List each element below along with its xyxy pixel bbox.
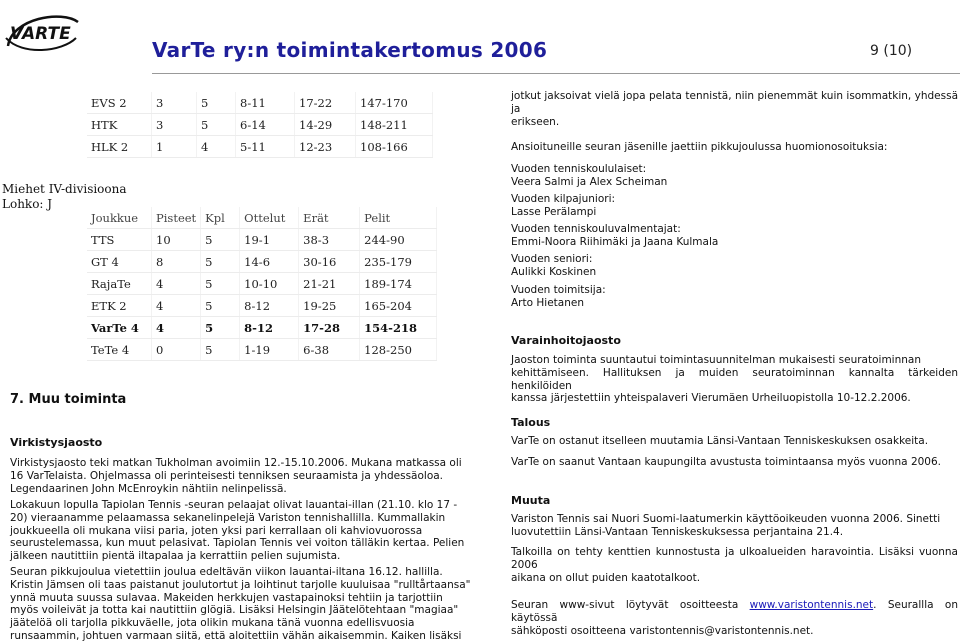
header-divider xyxy=(152,73,960,74)
paragraph-website xyxy=(511,599,958,637)
award-names: Lasse Perälampi xyxy=(511,205,597,218)
text-line: jäätelöä oli tarjolla pikkuväelle, jota olikin mukana tänä vuonna edellisvuosia xyxy=(10,617,415,630)
page-number: 9 (10) xyxy=(870,43,913,59)
section-heading-muu-toiminta: 7. Muu toiminta xyxy=(10,392,127,407)
count-cell: 4 xyxy=(197,136,236,158)
text-line: Variston Tennis sai Nuori Suomi-laatumerkin käyttöoikeuden vuonna 2006. Sinetti xyxy=(511,513,941,525)
award-names: Emmi-Noora Riihimäki ja Jaana Kulmala xyxy=(511,235,719,248)
matches-cell: 8-12 xyxy=(240,295,299,317)
logo-text: VARTE xyxy=(10,24,71,44)
header-count: Kpl xyxy=(201,207,240,229)
paragraph-virkistys-1 xyxy=(10,457,478,495)
team-cell: ETK 2 xyxy=(87,295,152,317)
table-row xyxy=(87,295,437,317)
paragraph-talous-2: VarTe on saanut Vantaan kaupungilta avustusta toimintaansa myös vuonna 2006. xyxy=(511,456,942,468)
matches-cell: 1-19 xyxy=(240,339,299,361)
award-names: Aulikki Koskinen xyxy=(511,265,597,278)
team-cell: RajaTe xyxy=(87,273,152,295)
matches-cell: 19-1 xyxy=(240,229,299,251)
award-tenniskoululaiset xyxy=(511,163,958,189)
team-cell: GT 4 xyxy=(87,251,152,273)
games-cell: 189-174 xyxy=(360,273,437,295)
count-cell: 5 xyxy=(201,339,240,361)
count-cell: 5 xyxy=(201,295,240,317)
count-cell: 5 xyxy=(197,114,236,136)
team-cell: EVS 2 xyxy=(87,92,152,114)
text-line: Seuran pikkujoulua vietettiin joulua edeltävän viikon lauantai-iltana 16.12. hallilla. xyxy=(10,566,443,578)
paragraph-muuta-1 xyxy=(511,513,958,539)
sets-cell: 17-22 xyxy=(295,92,356,114)
table-row xyxy=(87,339,437,361)
text-line: seurustelemassa, kun muut pelasivat. Tapiolan Tennis vei voiton tälläkin kertaa. Pelien xyxy=(10,537,465,550)
matches-cell: 14-6 xyxy=(240,251,299,273)
sets-cell: 17-28 xyxy=(299,317,360,339)
website-post-text: . Seurallla on käytössä xyxy=(511,599,958,624)
points-cell: 0 xyxy=(152,339,201,361)
text-line xyxy=(511,599,958,625)
text-line: Lokakuun lopulla Tapiolan Tennis -seuran pelaajat olivat lauantai-illan (21.10. klo 17 - xyxy=(10,499,458,511)
sets-cell: 12-23 xyxy=(295,136,356,158)
text-line: kehittämiseen. Hallituksen ja muiden seuratoiminnan kannalta tärkeiden henkilöiden xyxy=(511,366,958,392)
award-title: Vuoden tenniskouluvalmentajat: xyxy=(511,223,681,235)
header-team: Joukkue xyxy=(87,207,152,229)
sets-cell: 30-16 xyxy=(299,251,360,273)
award-names: Arto Hietanen xyxy=(511,296,584,309)
results-table-top xyxy=(87,92,433,158)
count-cell: 5 xyxy=(197,92,236,114)
text-line: Kristin Jämsen oli taas paistanut joulutortut ja loihtinut tarjolle kuuluisaa "rulltårtaansa" xyxy=(10,578,471,591)
sets-cell: 21-21 xyxy=(299,273,360,295)
header-points: Pisteet xyxy=(152,207,201,229)
games-cell: 148-211 xyxy=(356,114,433,136)
header-matches: Ottelut xyxy=(240,207,299,229)
matches-cell: 10-10 xyxy=(240,273,299,295)
paragraph-talous-1: VarTe on ostanut itselleen muutamia Länsi-Vantaan Tenniskeskuksen osakkeita. xyxy=(511,435,929,447)
sets-cell: 6-38 xyxy=(299,339,360,361)
text-line: joukkueella oli mukana viisi paria, joten yksi pari kerrallaan oli kahviovuorossa xyxy=(10,524,423,537)
website-pre-text: Seuran www-sivut löytyvät osoitteesta xyxy=(511,599,750,611)
points-cell: 10 xyxy=(152,229,201,251)
award-title: Vuoden kilpajuniori: xyxy=(511,193,616,205)
text-line: aikana on ollut puiden kaatotalkoot. xyxy=(511,571,701,584)
document-title: VarTe ry:n toimintakertomus 2006 xyxy=(152,38,548,62)
division-sublabel: Lohko: J xyxy=(2,197,53,211)
header-games: Pelit xyxy=(360,207,437,229)
table-row xyxy=(87,229,437,251)
paragraph-virkistys-2 xyxy=(10,499,478,563)
award-title: Vuoden seniori: xyxy=(511,253,593,265)
matches-cell: 6-14 xyxy=(236,114,295,136)
games-cell: 128-250 xyxy=(360,339,437,361)
text-line: Jaoston toiminta suuntautui toimintasuunnitelman mukaisesti seuratoiminnan xyxy=(511,354,921,366)
games-cell: 108-166 xyxy=(356,136,433,158)
points-cell: 4 xyxy=(152,273,201,295)
award-title: Vuoden tenniskoululaiset: xyxy=(511,163,647,175)
heading-muuta: Muuta xyxy=(511,494,551,507)
games-cell: 235-179 xyxy=(360,251,437,273)
team-cell: VarTe 4 xyxy=(87,317,152,339)
matches-cell: 8-12 xyxy=(240,317,299,339)
award-toimitsija xyxy=(511,284,958,310)
text-line: 16 VarTelaista. Ohjelmassa oli perinteisesti tenniksen seuraamista ja yhdessäoloa. xyxy=(10,469,444,482)
text-line: Virkistysjaosto teki matkan Tukholman avoimiin 12.-15.10.2006. Mukana matkassa oli xyxy=(10,457,462,469)
text-line: myös voileivät ja totta kai nautittiin glögiä. Lisäksi Helsingin Jäätelötehtaan "magiaa" xyxy=(10,604,459,617)
header-sets: Erät xyxy=(299,207,360,229)
table-row-highlighted xyxy=(87,317,437,339)
points-cell: 4 xyxy=(152,317,201,339)
paragraph-varainhoito xyxy=(511,354,958,405)
award-names: Veera Salmi ja Alex Scheiman xyxy=(511,175,668,188)
count-cell: 5 xyxy=(201,317,240,339)
points-cell: 1 xyxy=(152,136,197,158)
count-cell: 5 xyxy=(201,251,240,273)
division-label: Miehet IV-divisioona xyxy=(2,182,127,196)
team-cell: TeTe 4 xyxy=(87,339,152,361)
text-line: Legendaarinen John McEnroykin nähtiin nelinpelissä. xyxy=(10,482,287,495)
games-cell: 147-170 xyxy=(356,92,433,114)
text-line: jotkut jaksoivat vielä jopa pelata tennistä, niin pienemmät kuin isommatkin, yhdessä ja xyxy=(511,90,958,115)
table-row xyxy=(87,136,433,158)
heading-varainhoitojaosto: Varainhoitojaosto xyxy=(511,334,621,347)
sets-cell: 19-25 xyxy=(299,295,360,317)
award-kilpajuniori xyxy=(511,193,958,219)
website-link[interactable]: www.varistontennis.net xyxy=(749,599,874,611)
matches-cell: 5-11 xyxy=(236,136,295,158)
text-line: erikseen. xyxy=(511,115,560,128)
heading-virkistysjaosto: Virkistysjaosto xyxy=(10,436,103,449)
table-row xyxy=(87,273,437,295)
text-line: ynnä muuta suussa sulavaa. Makeiden herkkujen vastapainoksi tehtiin ja tarjottiin xyxy=(10,591,443,604)
matches-cell: 8-11 xyxy=(236,92,295,114)
text-line: runsaammin, johtuen varmaan siitä, että aloitettiin vähän aikaisemmin. Kaiken lisäksi xyxy=(10,629,462,642)
games-cell: 154-218 xyxy=(360,317,437,339)
results-table xyxy=(87,207,437,361)
count-cell: 5 xyxy=(201,273,240,295)
text-line: luovutettiin Länsi-Vantaan Tenniskeskuksessa perjantaina 21.4. xyxy=(511,525,844,538)
paragraph-virkistys-3 xyxy=(10,566,478,643)
team-cell: TTS xyxy=(87,229,152,251)
table-header-row xyxy=(87,207,437,229)
paragraph-muuta-2 xyxy=(511,546,958,584)
table-row xyxy=(87,92,433,114)
count-cell: 5 xyxy=(201,229,240,251)
table-row xyxy=(87,251,437,273)
points-cell: 4 xyxy=(152,295,201,317)
games-cell: 165-204 xyxy=(360,295,437,317)
text-line: kanssa järjestettiin yhteispalaveri Vierumäen Urheiluopistolla 10-12.2.2006. xyxy=(511,392,911,405)
sets-cell: 14-29 xyxy=(295,114,356,136)
points-cell: 8 xyxy=(152,251,201,273)
text-line: jälkeen nautittiin pientä iltapalaa ja kerrattiin pelien sujumista. xyxy=(10,550,341,563)
award-valmentajat xyxy=(511,223,958,249)
team-cell: HTK xyxy=(87,114,152,136)
table-row xyxy=(87,114,433,136)
points-cell: 3 xyxy=(152,92,197,114)
team-cell: HLK 2 xyxy=(87,136,152,158)
text-line: 20) vieraanamme pelaamassa sekanelinpelejä Variston tennishallilla. Kummallakin xyxy=(10,511,446,524)
heading-talous: Talous xyxy=(511,416,551,429)
paragraph-intro xyxy=(511,90,958,128)
awards-intro: Ansioituneille seuran jäsenille jaettiin pikkujoulussa huomionosoituksia: xyxy=(511,141,888,153)
award-title: Vuoden toimitsija: xyxy=(511,284,606,296)
award-seniori xyxy=(511,253,958,279)
club-logo xyxy=(2,8,82,56)
sets-cell: 38-3 xyxy=(299,229,360,251)
text-line: Talkoilla on tehty kenttien kunnostusta ja ulkoalueiden haravointia. Lisäksi vuonna 2006 xyxy=(511,546,958,571)
text-line: sähköposti osoitteena varistontennis@varistontennis.net. xyxy=(511,624,814,637)
games-cell: 244-90 xyxy=(360,229,437,251)
points-cell: 3 xyxy=(152,114,197,136)
